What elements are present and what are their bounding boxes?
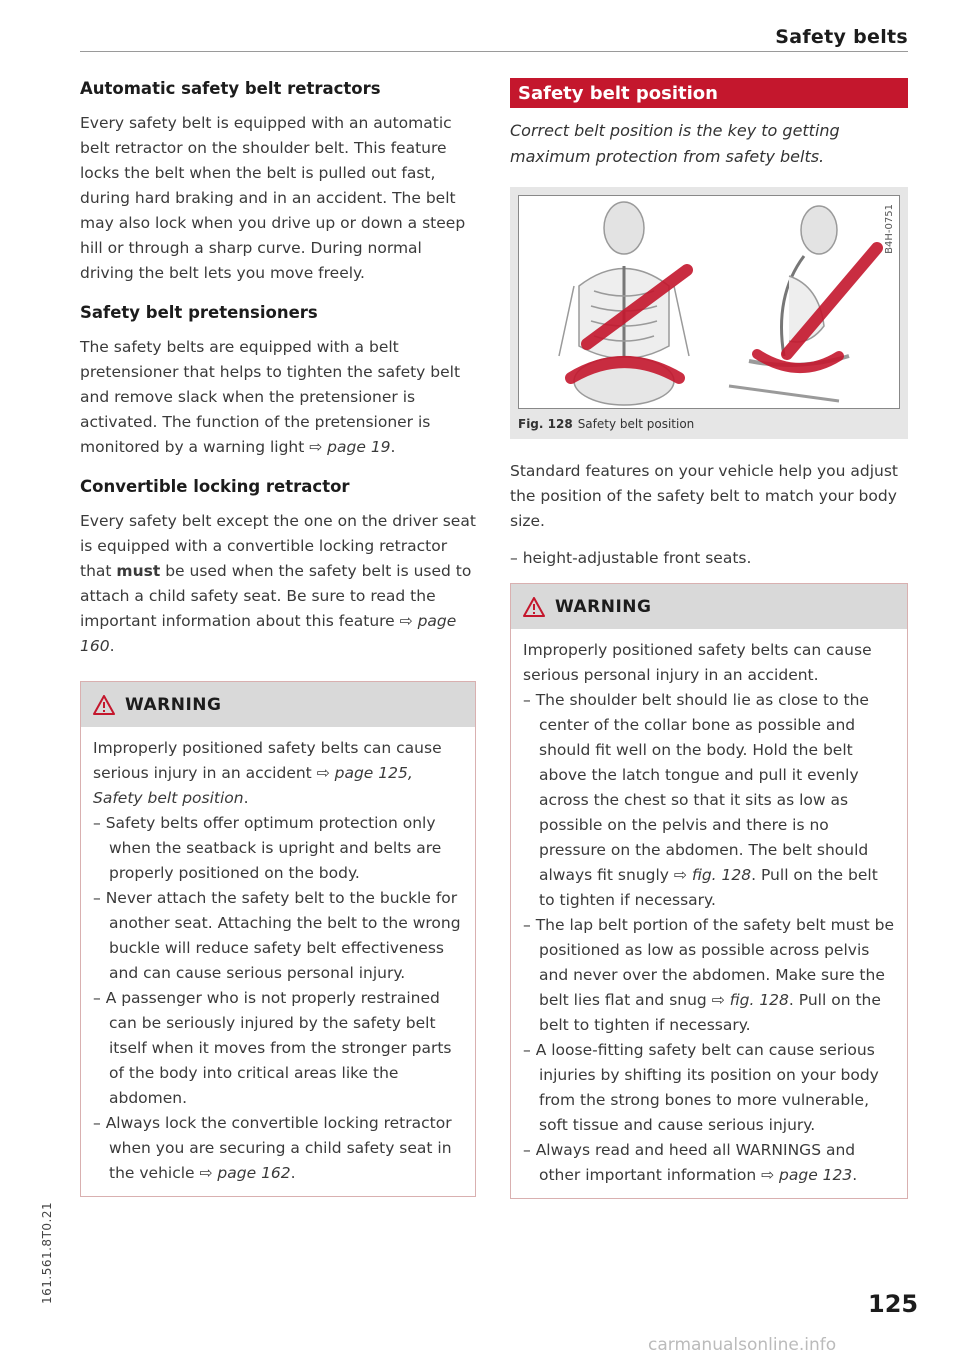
warning-body <box>511 629 907 1198</box>
figure-image <box>518 195 900 409</box>
watermark: carmanualsonline.info <box>648 1335 837 1355</box>
section-band <box>510 78 908 108</box>
list-item: – A loose-fitting safety belt can cause serious injuries by shifting its position on your body from the strong bones to more vulnerable, soft tissue and cause serious injury. <box>523 1038 895 1138</box>
page-number: 125 <box>868 1290 919 1318</box>
page-link[interactable]: ⇨ page 162 <box>199 1164 291 1182</box>
warning-list <box>93 811 463 1186</box>
warning-body <box>81 727 475 1196</box>
side-document-code: 161.561.8T0.21 <box>40 1201 54 1304</box>
retractors-heading: Automatic safety belt retractors <box>80 79 381 98</box>
header-rule <box>80 51 908 52</box>
right-column <box>510 78 908 1199</box>
convertible-paragraph: Every safety belt except the one on the driver seat is equipped with a convertible locking retractor that must be used when the safety belt is used to attach a child safety seat. Be sure to read the important information about this feature ⇨ page 160. <box>80 512 476 655</box>
warning-triangle-icon <box>523 597 545 617</box>
warning-intro: Improperly positioned safety belts can cause serious injury in an accident ⇨ page 125, Safety belt position. <box>93 739 442 807</box>
figure-link[interactable]: ⇨ fig. 128 <box>711 991 789 1009</box>
convertible-heading: Convertible locking retractor <box>80 477 350 496</box>
warning-intro: Improperly positioned safety belts can cause serious personal injury in an accident. <box>523 641 872 684</box>
warning-triangle-icon <box>93 695 115 715</box>
figure-label: Fig. 128 <box>518 417 573 431</box>
figure-caption <box>518 409 900 439</box>
list-item: – Always read and heed all WARNINGS and other important information ⇨ page 123. <box>523 1138 895 1188</box>
warning-header <box>81 682 475 727</box>
list-item: – The lap belt portion of the safety belt must be positioned as low as possible across pelvis and never over the abdomen. Make sure the belt lies flat and snug ⇨ fig. 128. Pull on the belt to tighten if necessary. <box>523 913 895 1038</box>
list-item: – A passenger who is not properly restrained can be seriously injured by the safety belt itself when it moves from the stronger parts of the body into critical areas like the abdomen. <box>93 986 463 1111</box>
section-band-title: Safety belt position <box>518 82 718 104</box>
standard-features-paragraph: Standard features on your vehicle help you adjust the position of the safety belt to match your body size. <box>510 462 899 530</box>
page-link[interactable]: ⇨ page 19 <box>309 438 391 456</box>
skeleton-illustration <box>519 196 899 408</box>
pretensioners-paragraph: The safety belts are equipped with a belt pretensioner that helps to tighten the safety belt and remove slack when the pretensioner is activated. The function of the pretensioner is monitored by a warning light ⇨ page 19. <box>80 338 461 456</box>
warning-box-right <box>510 583 908 1199</box>
page-link[interactable]: ⇨ page 125, Safety belt position <box>93 764 413 807</box>
figure-link[interactable]: ⇨ fig. 128 <box>673 866 752 884</box>
intro-text: Correct belt position is the key to getting maximum protection from safety belts. <box>510 121 840 166</box>
list-item: – height-adjustable front seats. <box>510 546 908 571</box>
warning-list <box>523 688 895 1188</box>
section-title: Safety belts <box>775 26 908 48</box>
page-link[interactable]: ⇨ page 123 <box>761 1166 853 1184</box>
figure-128 <box>510 187 908 439</box>
warning-header <box>511 584 907 629</box>
pretensioners-heading: Safety belt pretensioners <box>80 303 318 322</box>
lap-belt-side <box>757 354 839 368</box>
page-link[interactable]: ⇨ page 160 <box>80 612 457 655</box>
left-column <box>80 78 476 1197</box>
retractors-paragraph: Every safety belt is equipped with an automatic belt retractor on the shoulder belt. This feature locks the belt when the belt is pulled out fast, during hard braking and in an accident. The belt may also lock when you drive up or down a steep hill or through a sharp curve. During normal driving the belt lets you move freely. <box>80 114 466 282</box>
list-item: – Never attach the safety belt to the buckle for another seat. Attaching the belt to the wrong buckle will reduce safety belt effectiveness and can cause serious personal injury. <box>93 886 463 986</box>
list-item: – Safety belts offer optimum protection only when the seatback is upright and belts are properly positioned on the body. <box>93 811 463 886</box>
list-item: – The shoulder belt should lie as close to the center of the collar bone as possible and should fit well on the body. Hold the belt above the latch tongue and pull it evenly across the chest so that it sits as low as possible on the pelvis and there is no pressure on the abdomen. The belt should always fit snugly ⇨ fig. 128. Pull on the belt to tighten if necessary. <box>523 688 895 913</box>
list-item: – Always lock the convertible locking retractor when you are securing a child safety seat in the vehicle ⇨ page 162. <box>93 1111 463 1186</box>
warning-box-left <box>80 681 476 1197</box>
figure-caption-text: Safety belt position <box>577 417 695 431</box>
standard-features-list <box>510 546 908 571</box>
figure-code: B4H-0751 <box>884 204 895 254</box>
warning-title: WARNING <box>125 694 222 715</box>
warning-title: WARNING <box>555 596 652 617</box>
